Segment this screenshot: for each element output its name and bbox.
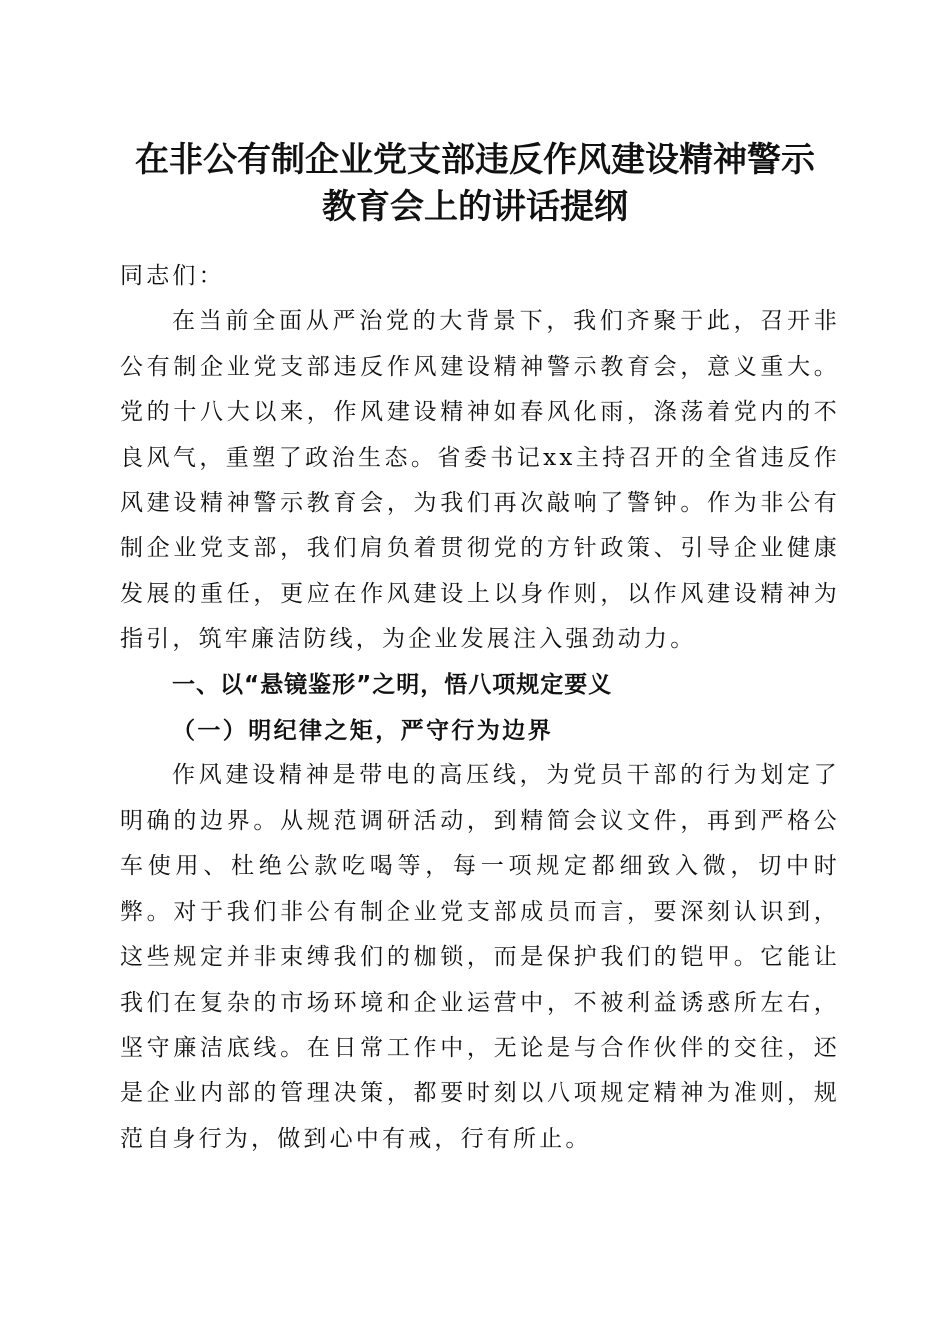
document-title-line-1: 在非公有制企业党支部违反作风建设精神警示 xyxy=(135,140,815,180)
salutation: 同志们： xyxy=(120,263,225,289)
document-title-line-2: 教育会上的讲话提纲 xyxy=(322,187,628,227)
paragraph-discipline: 作风建设精神是带电的高压线，为党员干部的行为划定了明确的边界。从规范调研活动，到精简会议文件，再到严格公车使用、杜绝公款吃喝等，每一项规定都细致入微，切中时弊。对于我们非公有制企业党支部成员而言，要深刻认识到，这些规定并非束缚我们的枷锁，而是保护我们的铠甲。它能让我们在复杂的市场环境和企业运营中，不被利益诱惑所左右，坚守廉洁底线。在日常工作中，无论是与合作伙伴的交往，还是企业内部的管理决策，都要时刻以八项规定精神为准则，规范自身行为，做到心中有戒，行有所止。 xyxy=(120,762,840,1152)
section-heading-1: 一、以“悬镜鉴形”之明，悟八项规定要义 xyxy=(172,671,613,698)
subsection-heading-1: （一）明纪律之矩，严守行为边界 xyxy=(172,717,553,745)
document-body xyxy=(120,254,840,1162)
paragraph-intro: 在当前全面从严治党的大背景下，我们齐聚于此，召开非公有制企业党支部违反作风建设精神警示教育会，意义重大。党的十八大以来，作风建设精神如春风化雨，涤荡着党内的不良风气，重塑了政治生态。省委书记xx主持召开的全省违反作风建设精神警示教育会，为我们再次敲响了警钟。作为非公有制企业党支部，我们肩负着贯彻党的方针政策、引导企业健康发展的重任，更应在作风建设上以身作则，以作风建设精神为指引，筑牢廉洁防线，为企业发展注入强劲动力。 xyxy=(120,308,840,653)
